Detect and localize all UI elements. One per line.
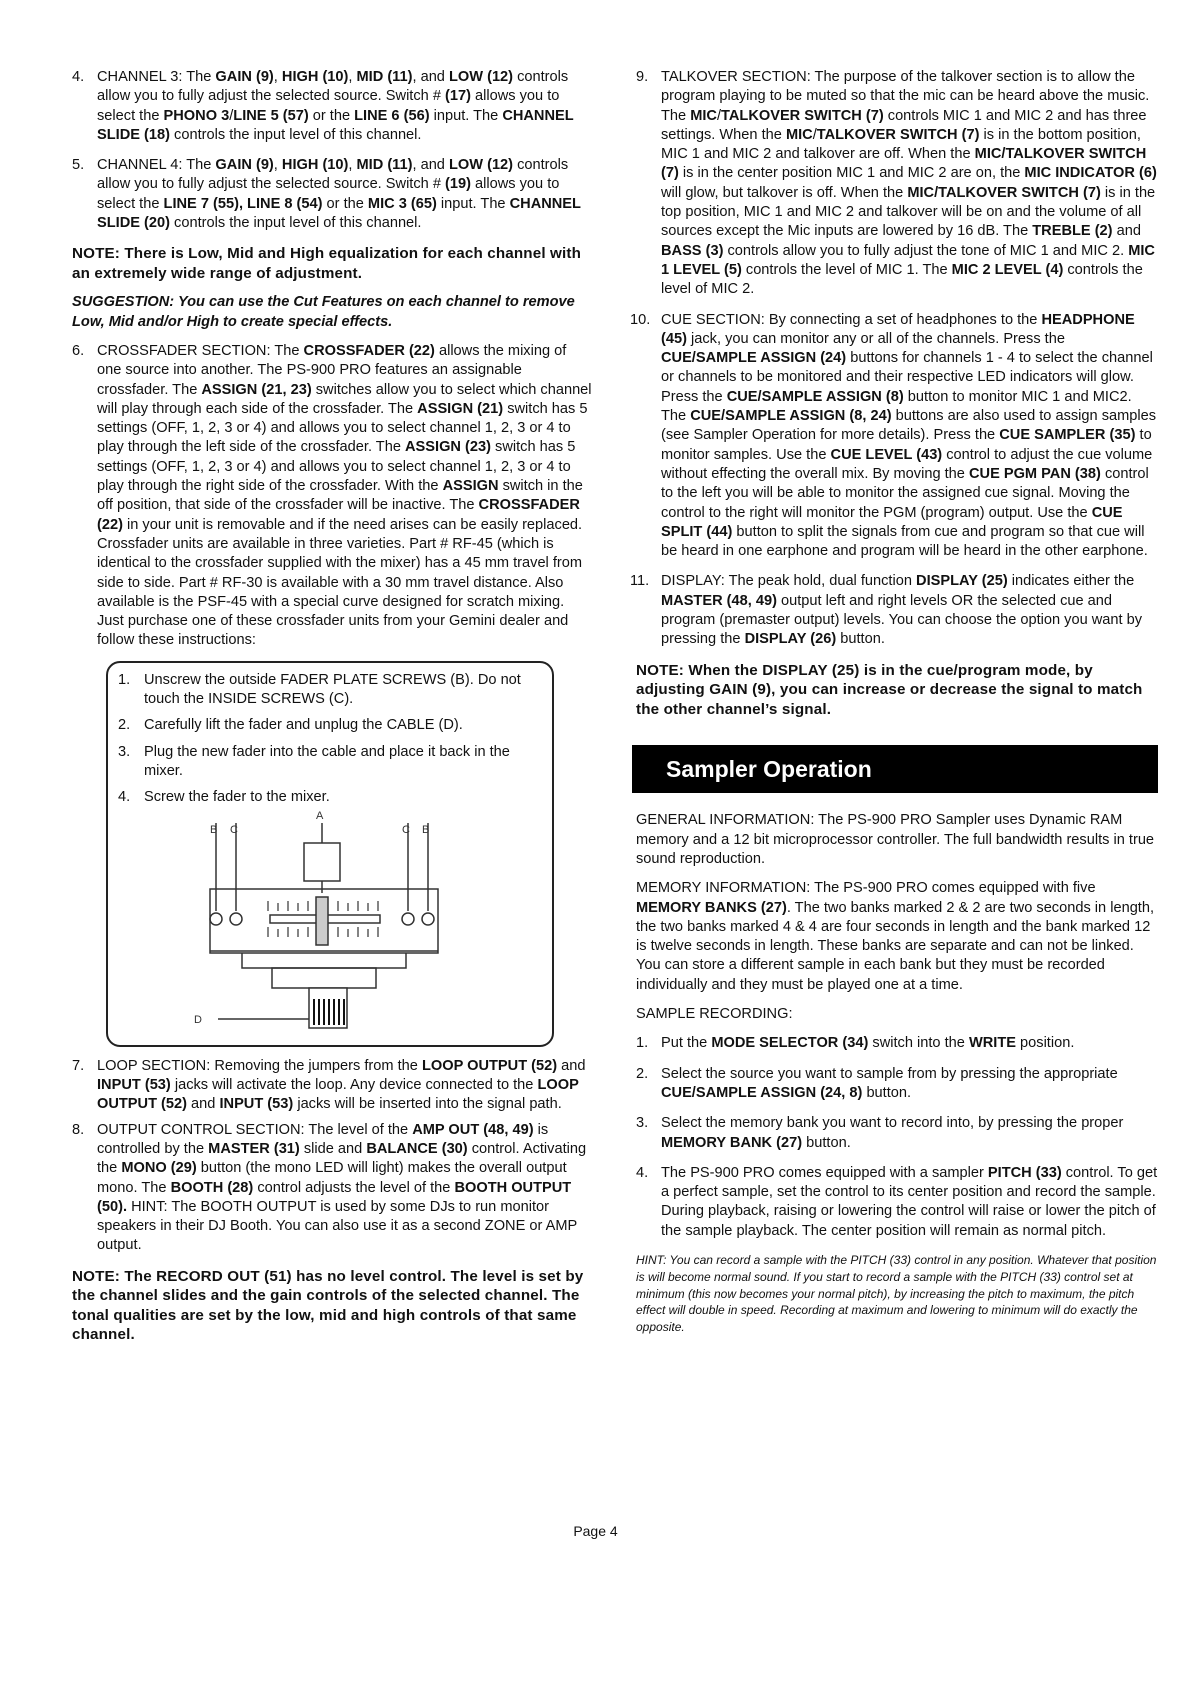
label-c-right: C — [402, 823, 410, 836]
display-text: DISPLAY: The peak hold, dual function DISPLAY (25) indicates either the MASTER (48, 49) output left and right levels OR the selected cue and program (premaster output) levels. You can choose the option you want by pressing the DISPLAY (26) button. — [661, 573, 1143, 648]
list-item-channel-3: 4. CHANNEL 3: The GAIN (9), HIGH (10), MID (11), and LOW (12) controls allow you to fully adjust the selected source. Switch # (17) allows you to select the PHONO 3/LINE 5 (57) or the LINE 6 (56) input. The CHANNEL SLIDE (18) controls the input level of this channel. — [72, 68, 594, 145]
general-information: GENERAL INFORMATION: The PS-900 PRO Sampler uses Dynamic RAM memory and a 12 bit microprocessor controller. The full bandwidth results in true sound reproduction. — [636, 812, 1155, 867]
list-item-crossfader: 6. CROSSFADER SECTION: The CROSSFADER (22) allows the mixing of one source into another. The PS-900 PRO features an assignable crossfader. The ASSIGN (21, 23) switches allow you to select which channel will play through each side of the crossfader. The ASSIGN (21) switch has 5 settings (OFF, 1, 2, 3 or 4) and allows you to select channel 1, 2, 3 or 4 to play through the left side of the crossfader. The ASSIGN (23) switch has 5 settings (OFF, 1, 2, 3 or 4) and allows you to select channel 1, 2, 3 or 4 to play through the right side of the crossfader. With the ASSIGN switch in the off position, that side of the crossfader will be inactive. The CROSSFADER (22) in your unit is removable and if the need arises can be easily replaced. Crossfader units are available in three varieties. Part # RF-45 (which is identical to the crossfader supplied with the mixer) has a 45 mm travel from side to side. Part # RF-30 is available with a 30 mm travel distance. Also available is the PSF-45 with a special curve designed for scratch mixing. Just purchase one of these crossfader units from your Gemini dealer and follow these instructions: — [72, 342, 594, 651]
list-item-output-control: 8. OUTPUT CONTROL SECTION: The level of the AMP OUT (48, 49) is controlled by the MASTER (31) slide and BALANCE (30) control. Activating the MONO (29) button (the mono LED will light) makes the overall output mono. The BOOTH (28) control adjusts the level of the BOOTH OUTPUT (50). HINT: The BOOTH OUTPUT is used by some DJs to run monitor speakers in their DJ Booth. You can also use it as a second ZONE or AMP output. — [72, 1121, 594, 1256]
fader-connector-pins — [314, 999, 344, 1025]
note-equalization: NOTE: There is Low, Mid and High equalization for each channel with an extremely wide range of adjustment. — [72, 245, 582, 282]
note-display-mode: NOTE: When the DISPLAY (25) is in the cue/program mode, by adjusting GAIN (9), you can increase or decrease the signal to match the other channel’s signal. — [636, 661, 1143, 718]
fader-step: 4. Screw the fader to the mixer. — [118, 789, 330, 806]
note-record-out: NOTE: The RECORD OUT (51) has no level control. The level is set by the channel slides and the gain controls of the selected channel. The tonal qualities are set by the low, mid and high controls of that same channel. — [72, 1267, 584, 1344]
memory-information: MEMORY INFORMATION: The PS-900 PRO comes equipped with five MEMORY BANKS (27). The two banks marked 2 & 2 are two seconds in length, the two banks marked 4 & 4 are four seconds in length and the bank marked 12 is twelve seconds in length. These banks are separate and can not be linked. You can store a different sample in each bank but they must be recorded individually and they must be played one at a time. — [636, 880, 1155, 993]
left-column — [72, 68, 594, 1355]
fader-step: 2. Carefully lift the fader and unplug the CABLE (D). — [118, 717, 463, 734]
label-c-left: C — [230, 823, 238, 836]
loop-text: LOOP SECTION: Removing the jumpers from the LOOP OUTPUT (52) and INPUT (53) jacks will activate the loop. Any device connected to the LOOP OUTPUT (52) and INPUT (53) jacks will be inserted into the signal path. — [97, 1057, 586, 1113]
channel-3-text: CHANNEL 3: The GAIN (9), HIGH (10), MID (11), and LOW (12) controls allow you to fully adjust the selected source. Switch # (17) allows you to select the PHONO 3/LINE 5 (57) or the LINE 6 (56) input. The CHANNEL SLIDE (18) controls the input level of this channel. — [97, 69, 574, 143]
fader-step: 1. Unscrew the outside FADER PLATE SCREWS (B). Do not touch the INSIDE SCREWS (C). — [118, 671, 521, 708]
label-b-right: B — [422, 823, 430, 836]
fader-replacement-box — [106, 661, 554, 1047]
label-d: D — [194, 1013, 202, 1026]
suggestion-cut-features: SUGGESTION: You can use the Cut Features on each channel to remove Low, Mid and/or High to create special effects. — [72, 294, 575, 330]
recording-step: 2. Select the source you want to sample from by pressing the appropriate CUE/SAMPLE ASSIGN (24, 8) button. — [636, 1065, 1118, 1101]
channel-4-text: CHANNEL 4: The GAIN (9), HIGH (10), MID (11), and LOW (12) controls allow you to fully adjust the selected source. Switch # (19) allows you to select the LINE 7 (55), LINE 8 (54) or the MIC 3 (65) input. The CHANNEL SLIDE (20) controls the input level of this channel. — [97, 157, 581, 232]
talkover-text: TALKOVER SECTION: The purpose of the talkover section is to allow the program playing to be muted so that the mic can be heard above the music. The MIC/TALKOVER SWITCH (7) controls MIC 1 and MIC 2 and has three settings. When the MIC/TALKOVER SWITCH (7) is in the bottom position, MIC 1 and MIC 2 and talkover are off. When the MIC/TALKOVER SWITCH (7) is in the center position MIC 1 and MIC 2 are on, the MIC INDICATOR (6) will glow, but talkover is off. When the MIC/TALKOVER SWITCH (7) is in the top position, MIC 1 and MIC 2 and talkover will be on and the volume of all sources except the Mic inputs are lowered by 16 dB. The TREBLE (2) and BASS (3) controls allow you to fully adjust the tone of MIC 1 and MIC 2. MIC 1 LEVEL (5) controls the level of MIC 1. The MIC 2 LEVEL (4) controls the level of MIC 2. — [661, 69, 1157, 298]
crossfader-diagram — [194, 809, 454, 1033]
sample-recording-heading: SAMPLE RECORDING: — [636, 1006, 793, 1023]
list-item-cue: 10. CUE SECTION: By connecting a set of headphones to the HEADPHONE (45) jack, you can monitor any or all of the channels. Press the CUE/SAMPLE ASSIGN (24) buttons for channels 1 - 4 to select the channel or channels to be monitored and their respective LED indicators will glow. Press the CUE/SAMPLE ASSIGN (8) button to monitor MIC 1 and MIC2. The CUE/SAMPLE ASSIGN (8, 24) buttons are also used to assign samples (see Sampler Operation for more details). Press the CUE SAMPLER (35) to monitor samples. Use the CUE LEVEL (43) control to adjust the cue volume without effecting the overall mix. By moving the CUE PGM PAN (38) control to the left you will be able to monitor the assigned cue signal. Moving the control to the right will monitor the PGM (program) output. Use the CUE SPLIT (44) button to split the signals from cue and program so that cue will be heard in one earphone and program will be heard in the other earphone. — [636, 311, 1158, 562]
output-control-text: OUTPUT CONTROL SECTION: The level of the AMP OUT (48, 49) is controlled by the MASTER (31) slide and BALANCE (30) control. Activating the MONO (29) button (the mono LED will light) makes the overall output mono. The BOOTH (28) control adjusts the level of the BOOTH OUTPUT (50). HINT: The BOOTH OUTPUT is used by some DJs to run monitor speakers in their DJ Booth. You can also use it as a second ZONE or AMP output. — [97, 1121, 587, 1254]
label-b-left: B — [210, 823, 218, 836]
recording-step: 1. Put the MODE SELECTOR (34) switch into the WRITE position. — [636, 1035, 1075, 1052]
crossfader-text: CROSSFADER SECTION: The CROSSFADER (22) allows the mixing of one source into another. The PS-900 PRO features an assignable crossfader. The ASSIGN (21, 23) switches allow you to select which channel will play through each side of the crossfader. The ASSIGN (21) switch has 5 settings (OFF, 1, 2, 3 or 4) and allows you to select channel 1, 2, 3 or 4 to play through the left side of the crossfader. The ASSIGN (23) switch has 5 settings (OFF, 1, 2, 3 or 4) and allows you to select channel 1, 2, 3 or 4 to play through the right side of the crossfader. With the ASSIGN switch in the off position, that side of the crossfader will be inactive. The CROSSFADER (22) in your unit is removable and if the need arises can be easily replaced. Crossfader units are available in three varieties. Part # RF-45 (which is identical to the crossfader supplied with the mixer) has a 45 mm travel from side to side. Part # RF-30 is available with a 30 mm travel distance. Also available is the PSF-45 with a special curve designed for scratch mixing. Just purchase one of these crossfader units from your Gemini dealer and follow these instructions: — [97, 342, 592, 649]
list-item-talkover: 9. TALKOVER SECTION: The purpose of the talkover section is to allow the program playing to be muted so that the mic can be heard above the music. The MIC/TALKOVER SWITCH (7) controls MIC 1 and MIC 2 and has three settings. When the MIC/TALKOVER SWITCH (7) is in the bottom position, MIC 1 and MIC 2 and talkover are off. When the MIC/TALKOVER SWITCH (7) is in the center position MIC 1 and MIC 2 are on, the MIC INDICATOR (6) will glow, but talkover is off. When the MIC/TALKOVER SWITCH (7) is in the top position, MIC 1 and MIC 2 and talkover will be on and the volume of all sources except the Mic inputs are lowered by 16 dB. The TREBLE (2) and BASS (3) controls allow you to fully adjust the tone of MIC 1 and MIC 2. MIC 1 LEVEL (5) controls the level of MIC 1. The MIC 2 LEVEL (4) controls the level of MIC 2. — [636, 68, 1158, 300]
section-heading-sampler: Sampler Operation — [632, 745, 1158, 793]
fader-step: 3. Plug the new fader into the cable and place it back in the mixer. — [118, 743, 510, 779]
hint-pitch: HINT: You can record a sample with the PITCH (33) control in any position. Whatever that position is will become normal sound. If you start to record a sample with the PITCH (33) control set at minimum (this now becomes your normal pitch), by increasing the pitch to maximum, the pitch effect will double in speed. Recording at maximum and lowering to minimum will do exactly the opposite. — [636, 1253, 1157, 1335]
list-item-channel-4: 5. CHANNEL 4: The GAIN (9), HIGH (10), MID (11), and LOW (12) controls allow you to fully adjust the selected source. Switch # (19) allows you to select the LINE 7 (55), LINE 8 (54) or the MIC 3 (65) input. The CHANNEL SLIDE (20) controls the input level of this channel. — [72, 156, 594, 233]
list-item-loop: 7. LOOP SECTION: Removing the jumpers from the LOOP OUTPUT (52) and INPUT (53) jacks will activate the loop. Any device connected to the LOOP OUTPUT (52) and INPUT (53) jacks will be inserted into the signal path. — [72, 1057, 594, 1115]
cue-text: CUE SECTION: By connecting a set of headphones to the HEADPHONE (45) jack, you can monitor any or all of the channels. Press the CUE/SAMPLE ASSIGN (24) buttons for channels 1 - 4 to select the channel or channels to be monitored and their respective LED indicators will glow. Press the CUE/SAMPLE ASSIGN (8) button to monitor MIC 1 and MIC2. The CUE/SAMPLE ASSIGN (8, 24) buttons are also used to assign samples (see Sampler Operation for more details). Press the CUE SAMPLER (35) to monitor samples. Use the CUE LEVEL (43) control to adjust the cue volume without effecting the overall mix. By moving the CUE PGM PAN (38) control to the left you will be able to monitor the assigned cue signal. Moving the control to the right will monitor the PGM (program) output. Use the CUE SPLIT (44) button to split the signals from cue and program so that cue will be heard in one earphone and program will be heard in the other earphone. — [661, 311, 1157, 560]
fader-steps-list — [118, 671, 538, 815]
recording-step: 3. Select the memory bank you want to record into, by pressing the proper MEMORY BANK (27) button. — [636, 1115, 1124, 1151]
right-column — [630, 68, 1158, 1336]
recording-step: 4. The PS-900 PRO comes equipped with a sampler PITCH (33) control. To get a perfect sample, set the control to its center position and record the sample. During playback, raising or lowering the control will raise or lower the pitch of the sample playback. The center position will remain as normal pitch. — [636, 1164, 1158, 1239]
label-a: A — [316, 809, 324, 822]
page-number: Page 4 — [573, 1523, 618, 1539]
list-item-display: 11. DISPLAY: The peak hold, dual function DISPLAY (25) indicates either the MASTER (48, 49) output left and right levels OR the selected cue and program (premaster output) levels. You can choose the option you want by pressing the DISPLAY (26) button. — [636, 572, 1158, 649]
